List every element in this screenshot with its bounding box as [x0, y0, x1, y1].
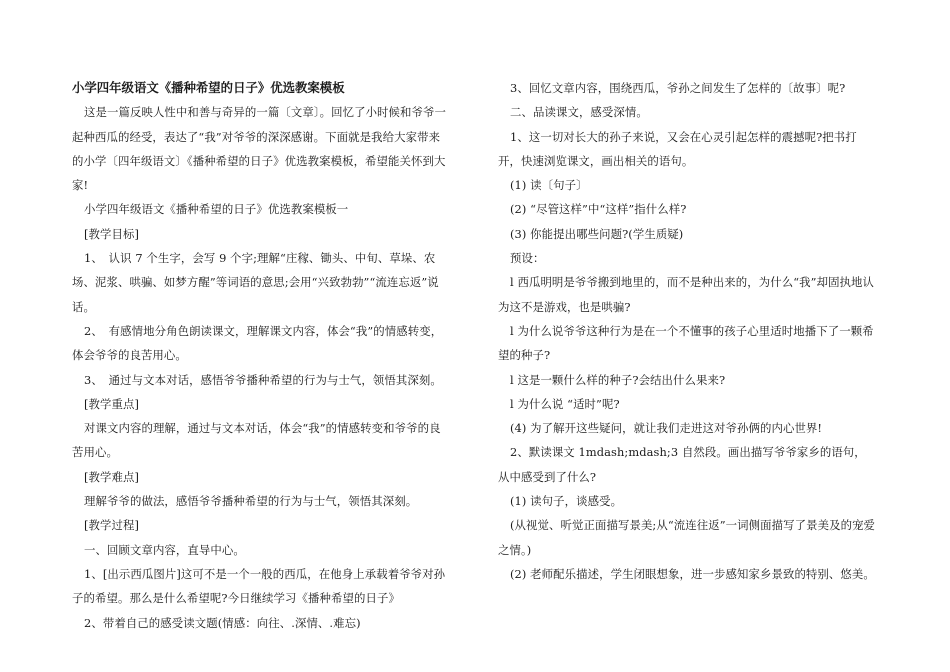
template-subtitle: 小学四年级语文《播种希望的日子》优选教案模板一	[84, 202, 349, 217]
goal-item-2: 2、 有感情地分角色朗读课文，理解课文内容，体会“我”的情感转变，体会爷爷的良苦用心。	[72, 323, 443, 363]
sub-item-teacher-narration: (2) 老师配乐描述，学生闭眼想象，进一步感知家乡景致的特别、悠美。	[510, 566, 875, 581]
section-heading-key-points: [教学重点]	[84, 396, 140, 411]
section-heading-difficulties: [教学难点]	[84, 469, 140, 484]
preset-label: 预设：	[510, 251, 545, 266]
sub-item-note: (从视觉、听觉正面描写景美;从“流连往返”一词侧面描写了景美及的宠爱之情。)	[498, 518, 876, 557]
process-item-1: 1、[出示西瓜图片]这可不是一个一般的西瓜，在他身上承载着爷爷对孙子的希望。那么是什么希望呢?今日继续学习《播种希望的日子》	[72, 566, 446, 606]
sub-item-4: (4) 为了解开这些疑问，就让我们走进这对爷孙俩的内心世界!	[510, 421, 823, 436]
preset-question-1: l 西瓜明明是爷爷搬到地里的，而不是种出来的，为什么“我”却固执地认为这不是游戏，也是哄骗?	[498, 275, 875, 314]
reading-step-heading: 二、品读课文，感受深情。	[510, 105, 648, 120]
intro-paragraph: 这是一篇反映人性中和善与奇异的一篇〔文章〕。回忆了小时候和爷爷一起种西瓜的经受，表达了“我”对爷爷的深深感谢。下面就是我给大家带来的小学〔四年级语文〕《播种希望的日子》优选教案模板，希望能关怀到大家!	[72, 105, 447, 193]
right-column	[498, 76, 876, 586]
goal-item-3: 3、 通过与文本对话，感悟爷爷播种希望的行为与士气，领悟其深刻。	[84, 372, 442, 387]
sub-item-read-sentence: (1) 读句子，谈感受。	[510, 494, 623, 509]
difficulties-paragraph: 理解爷爷的做法，感悟爷爷播种希望的行为与士气，领悟其深刻。	[84, 494, 418, 509]
section-heading-process: [教学过程]	[84, 518, 140, 533]
reading-item-1: 1、这一切对长大的孙子来说，又会在心灵引起怎样的震撼呢?把书打开，快速浏览课文，画出相关的语句。	[498, 129, 857, 168]
process-item-2: 2、带着自己的感受读文题(情感：向往、.深情、.难忘)	[84, 615, 361, 630]
preset-question-3: l 这是一颗什么样的种子?会结出什么果来?	[510, 372, 726, 387]
key-points-paragraph: 对课文内容的理解，通过与文本对话，体会“我”的情感转变和爷爷的良苦用心。	[72, 421, 441, 460]
process-item-3: 3、回忆文章内容，围绕西瓜，爷孙之间发生了怎样的〔故事〕呢?	[510, 81, 846, 95]
sub-item-3: (3) 你能提出哪些问题?(学生质疑)	[510, 226, 684, 241]
goal-item-1: 1、 认识 7 个生字，会写 9 个字;理解“庄稼、锄头、中旬、草垛、农场、泥浆、哄骗、如梦方醒”等词语的意思;会用“兴致勃勃”“流连忘返”说话。	[72, 251, 439, 314]
process-step-heading: 一、回顾文章内容，直导中心。	[84, 542, 245, 557]
section-heading-goals: [教学目标]	[84, 226, 140, 241]
sub-item-1: (1) 读〔句子〕	[510, 178, 588, 193]
left-column	[72, 76, 450, 635]
preset-question-2: l 为什么说爷爷这种行为是在一个不懂事的孩子心里适时地播下了一颗希望的种子?	[498, 323, 874, 363]
preset-question-4: l 为什么说 “适时”呢?	[510, 396, 620, 411]
reading-item-2: 2、默读课文 1mdash;mdash;3 自然段。画出描写爷爷家乡的语句，从中感受到了什么?	[498, 445, 866, 484]
document-title: 小学四年级语文《播种希望的日子》优选教案模板	[72, 80, 345, 95]
sub-item-2: (2) “尽管这样”中“这样”指什么样?	[510, 202, 687, 217]
